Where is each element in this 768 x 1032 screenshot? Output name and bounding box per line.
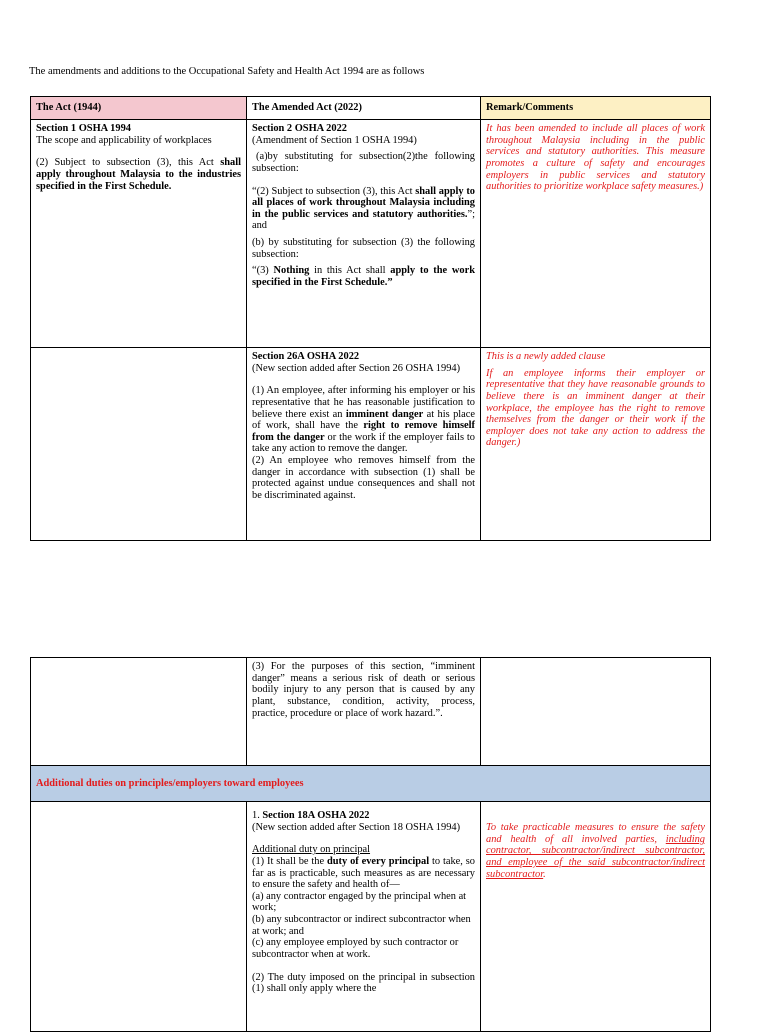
section-band: [31, 766, 711, 802]
subsection-3: (3) For the purposes of this section, “imminent danger” means a serious risk of death or serious bodily injury to any person that is caused by any plant, substance, condition, activity, process, practice, procedure or place of work hazard.”.: [252, 661, 475, 719]
cell-remark: [481, 348, 711, 541]
subsection-1: (1) An employee, after informing his employer or his representative that he has reasonable justification to believe there exist an imminent danger at his place of work, shall have the right to remove himself from the danger or the work if the employer fails to take any action to remove the danger.: [252, 385, 476, 455]
intro-text: The amendments and additions to the Occupational Safety and Health Act 1994 are as follows: [29, 66, 425, 77]
section-subtitle: (New section added after Section 18 OSHA 1994): [252, 821, 461, 833]
amendment-text-3: “(3) Nothing in this Act shall apply to the work specified in the First Schedule.”: [252, 265, 476, 289]
section-title: 1. Section 18A OSHA 2022: [252, 810, 370, 821]
table-row: [31, 120, 711, 348]
subsection-2: (2) The duty imposed on the principal in subsection (1) shall only apply where the: [252, 971, 475, 995]
cell-remark-empty: [481, 658, 711, 766]
section-scope: The scope and applicability of workplaces: [36, 134, 212, 146]
header-amended-act: The Amended Act (2022): [247, 97, 481, 120]
remark-new-clause: This is a newly added clause: [486, 351, 606, 362]
amendment-a: (a)by substituting for subsection(2)the following subsection:: [252, 151, 475, 174]
remark-text: To take practicable measures to ensure the safety and health of all involved parties, including contractor, subcontractor/indirect subcontractor, and employee of the said subcontractor/indirect subcontractor.: [486, 822, 705, 880]
duty-heading: Additional duty on principal: [252, 844, 371, 856]
cell-act-1944: [31, 120, 247, 348]
cell-remark: [481, 120, 711, 348]
item-a: (a) any contractor engaged by the principal when at work;: [252, 890, 467, 914]
amendment-text: “(2) Subject to subsection (3), this Act shall apply to all places of work throughout Malaysia including in the public services and statutory authorities.”; and: [252, 185, 475, 232]
table-row: [31, 658, 711, 766]
section-title: Section 1 OSHA 1994: [36, 123, 131, 134]
cell-remark: [481, 802, 711, 1032]
cell-act-1944-empty: [31, 658, 247, 766]
amendment-b: (b) by substituting for subsection (3) the following subsection:: [252, 237, 475, 260]
header-the-act: The Act (1944): [31, 97, 247, 120]
header-remarks: Remark/Comments: [481, 97, 711, 120]
table-row: [31, 802, 711, 1032]
remark-text: If an employee informs their employer or representative that they have reasonable grounds to believe there is an imminent danger at their workplace, the employee has the right to remove themselves from the danger or their work if the employer does not take any action to address the danger.): [486, 367, 705, 449]
table-header-row: [31, 97, 711, 120]
cell-amended-2022: [247, 120, 481, 348]
cell-amended-2022: [247, 802, 481, 1032]
section-subtitle: (Amendment of Section 1 OSHA 1994): [252, 134, 417, 146]
section-band-title: Additional duties on principles/employers toward employees: [36, 778, 304, 790]
cell-act-1944-empty: [31, 348, 247, 541]
amendments-table-part-1: [30, 96, 711, 541]
amendments-table-part-2: [30, 657, 711, 1032]
section-band-row: [31, 766, 711, 802]
item-b: (b) any subcontractor or indirect subcontractor when at work; and: [252, 914, 471, 937]
subsection-1: (1) It shall be the duty of every principal to take, so far as is practicable, such measures as are necessary to ensure the safety and health of—: [252, 855, 475, 891]
subsection-2: (2) An employee who removes himself from the danger in accordance with subsection (1) shall be protected against undue consequences and shall not be discriminated against.: [252, 455, 475, 502]
cell-amended-2022: [247, 658, 481, 766]
remark-text: It has been amended to include all places of work throughout Malaysia including in the public services and statutory authorities. This measure promotes a culture of safety and encourages employers in public services and statutory authorities to prioritize workplace safety measures.): [486, 123, 705, 193]
section-title: Section 26A OSHA 2022: [252, 351, 360, 362]
table-row: [31, 348, 711, 541]
cell-amended-2022: [247, 348, 481, 541]
section-text: (2) Subject to subsection (3), this Act shall apply throughout Malaysia to the industries specified in the First Schedule.: [36, 157, 241, 192]
cell-act-1944-empty: [31, 802, 247, 1032]
item-c: (c) any employee employed by such contractor or subcontractor when at work.: [252, 937, 459, 961]
section-title: Section 2 OSHA 2022: [252, 123, 347, 134]
section-subtitle: (New section added after Section 26 OSHA 1994): [252, 362, 461, 374]
